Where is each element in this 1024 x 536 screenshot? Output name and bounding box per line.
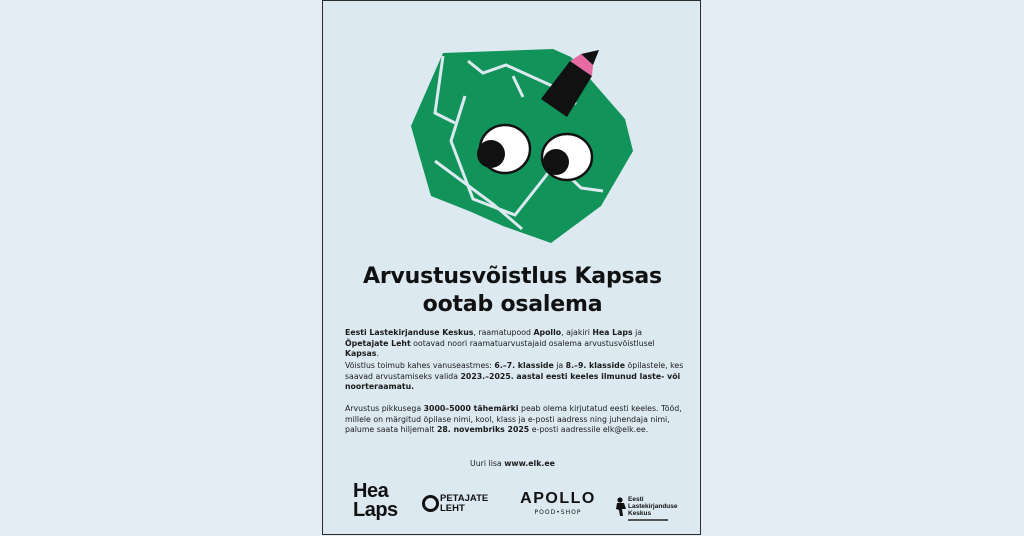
text-run: ja [553,361,566,370]
text-run: peab olema kirjutatud eesti keeles. Tööd, millele on märgitud õpilase nimi, kool, klass ja e-posti aadress ning juhendaja nimi, palume saata hiljemalt [345,404,682,434]
competition-poster [322,0,701,535]
partner-logos: Hea Laps PETAJATE LEHT APOLLO POOD•SHOP Eesti Lastekirjanduse Keskus [353,480,678,521]
text-run: õpilastele, kes saavad arvustamiseks valida [345,361,684,381]
apollo-logo: APOLLO POOD•SHOP [520,490,596,516]
text-run: Arvustus pikkusega [345,404,424,413]
reading-child-icon [615,497,627,517]
text-run: 28. novembriks 2025 [436,425,530,434]
text-run: , ajakiri [561,328,593,337]
title-line-2: ootab osalema [422,292,603,317]
text-run: Hea Laps [592,328,633,337]
cabbage-illustration [323,1,702,256]
text-run: Eesti Lastekirjanduse Keskus [345,328,474,337]
text-run: 6.–7. klasside [494,361,554,370]
text-run: Õpetajate Leht [345,338,411,348]
website-link[interactable]: www.elk.ee [504,459,555,468]
text-run: Võistlus toimub kahes vanuseastmes: [345,361,495,370]
more-info-label: Uuri lisa [470,459,505,468]
text-run: , raamatupood [473,328,534,337]
paragraph-organizers [345,328,685,360]
text-run: Kapsas [345,349,377,358]
text-run: 8.–9. klasside [565,361,626,370]
hea-laps-logo: Hea Laps [353,480,398,521]
poster-title [323,263,702,319]
text-run: Apollo [533,328,562,337]
right-eye [542,134,592,180]
title-line-1: Arvustusvõistlus Kapsas [363,264,662,289]
text-run: . [376,349,379,358]
text-run: ja [632,328,643,337]
text-run: 3000–5000 tähemärki [423,404,519,413]
text-run: e-posti aadressile elk@elk.ee. [529,425,649,434]
text-run: ootavad noori raamatuarvustajaid osalema arvustusvõistlusel [410,338,655,348]
text-run: 2023.–2025. aastal eesti keeles ilmunud laste- või noorteraamatu. [345,371,681,391]
paragraph-age-groups [345,361,685,393]
more-info [323,459,702,468]
paragraph-submission [345,404,685,436]
elk-tagline-mark [628,519,668,521]
